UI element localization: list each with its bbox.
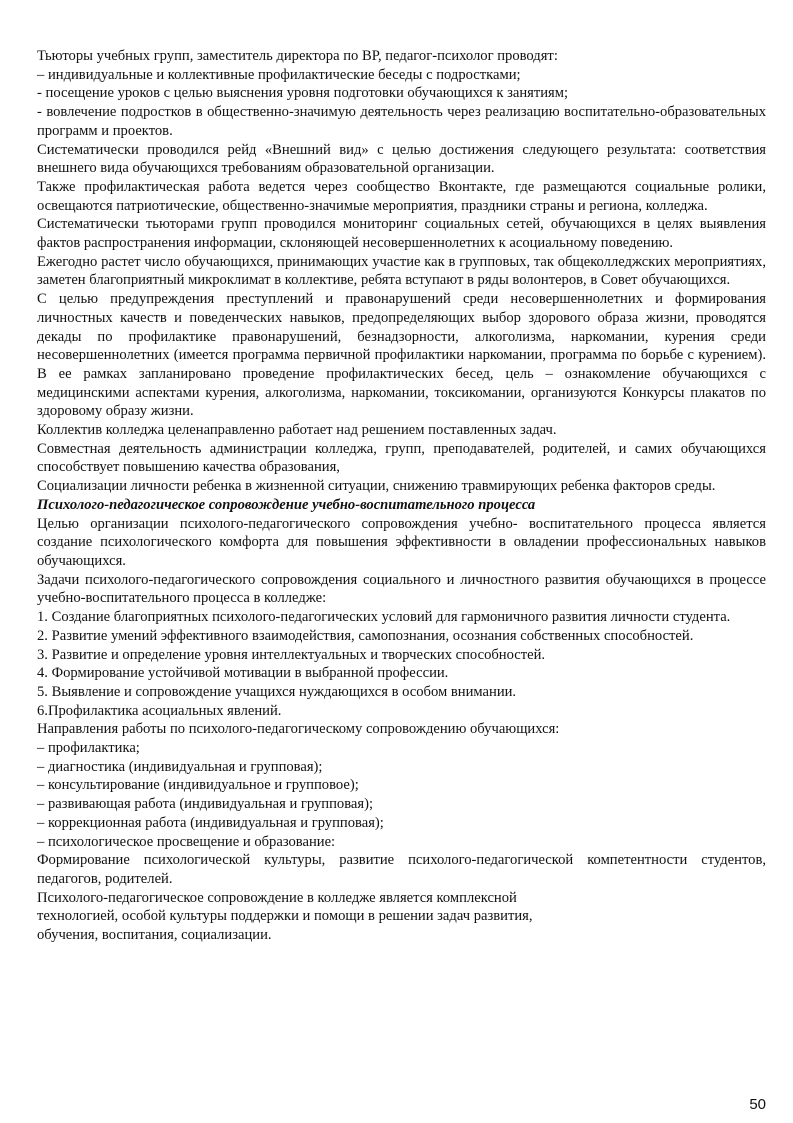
list-item-involvement: - вовлечение подростков в общественно-значимую деятельность через реализацию воспитательно-образовательных программ и проектов. [37, 104, 766, 139]
paragraph-joint-activity: Совместная деятельность администрации колледжа, групп, преподавателей, родителей, и самих обучающихся способствует повышению качества образования, [37, 440, 766, 476]
list-item-direction-correction: – коррекционная работа (индивидуальная и групповая); [37, 814, 384, 831]
list-item-direction-education: – психологическое просвещение и образование: [37, 833, 336, 850]
paragraph-tutors-intro: Тьюторы учебных групп, заместитель директора по ВР, педагог-психолог проводят: [37, 48, 558, 64]
paragraph-appearance-raid: Систематически проводился рейд «Внешний вид» с целью достижения следующего результата: соответствия внешнего вида обучающихся требованиям образовательной организации. [37, 141, 766, 177]
list-item-direction-diagnostics: – диагностика (индивидуальная и групповая); [37, 758, 323, 775]
document-body [37, 47, 766, 945]
section-heading-psych-support: Психолого-педагогическое сопровождение учебно-воспитательного процесса [37, 496, 536, 513]
paragraph-work-directions: Направления работы по психолого-педагогическому сопровождению обучающихся: [37, 721, 560, 738]
paragraph-culture-formation: Формирование психологической культуры, развитие психолого-педагогической компетентности студентов, педагогов, родителей. [37, 852, 766, 887]
page-number: 50 [749, 1096, 766, 1113]
list-item-task-2: 2. Развитие умений эффективного взаимодействия, самопознания, осознания собственных способностей. [37, 627, 694, 644]
paragraph-team-work: Коллектив колледжа целенаправленно работает над решением поставленных задач. [37, 422, 557, 439]
paragraph-socialization: Социализации личности ребенка в жизненной ситуации, снижению травмирующих ребенка факторов среды. [37, 478, 716, 495]
list-item-direction-developing: – развивающая работа (индивидуальная и групповая); [37, 796, 374, 813]
closing-line: Психолого-педагогическое сопровождение в колледже является комплексной [37, 889, 517, 906]
list-item-task-3: 3. Развитие и определение уровня интеллектуальных и творческих способностей. [37, 646, 546, 663]
list-item-preventive-talks: – индивидуальные и коллективные профилактические беседы с подростками; [37, 66, 521, 83]
list-item-task-4: 4. Формирование устойчивой мотивации в выбранной профессии. [37, 665, 449, 682]
list-item-task-5: 5. Выявление и сопровождение учащихся нуждающихся в особом внимании. [37, 683, 517, 700]
list-item-lesson-visits: - посещение уроков с целью выяснения уровня подготовки обучающихся к занятиям; [37, 85, 569, 102]
closing-line: технологией, особой культуры поддержки и помощи в решении задач развития, [37, 908, 533, 925]
list-item-direction-consulting: – консультирование (индивидуальное и групповое); [37, 777, 359, 794]
paragraph-social-monitoring: Систематически тьюторами групп проводился мониторинг социальных сетей, обучающихся в целях выявления фактов распространения информации, склоняющей несовершеннолетних к асоциальному поведению. [37, 216, 766, 252]
paragraph-participation-growth: Ежегодно растет число обучающихся, принимающих участие как в групповых, так общеколледжских мероприятиях, заметен благоприятный микроклимат в коллективе, ребята вступают в ряды волонтеров, в Совет обучающихся. [37, 253, 766, 289]
list-item-direction-prevention: – профилактика; [37, 740, 140, 757]
list-item-task-6: 6.Профилактика асоциальных явлений. [37, 702, 282, 719]
closing-line: обучения, воспитания, социализации. [37, 927, 272, 944]
paragraph-crime-prevention: С целью предупреждения преступлений и правонарушений среди несовершеннолетних и формирования личностных качеств и поведенческих навыков, предопределяющих выбор здорового образа жизни, проводятся декады по профилактике правонарушений, безнадзорности, алкоголизма, наркомании, курения среди несовершеннолетних (имеется программа первичной профилактики наркомании, программа по борьбе с курением). В ее рамках запланировано проведение профилактических бесед, цель – ознакомление обучающихся с медицинскими аспектами курения, алкоголизма, наркомании, токсикомании, организуются Конкурсы плакатов по здоровому образу жизни. [37, 291, 766, 420]
paragraph-support-tasks: Задачи психолого-педагогического сопровождения социального и личностного развития обучающихся в процессе учебно-воспитательного процесса в колледже: [37, 571, 766, 607]
paragraph-support-goal: Целью организации психолого-педагогического сопровождения учебно- воспитательного процесса является создание психологического комфорта для повышения эффективности в овладении профессиональных навыков обучающихся. [37, 515, 766, 569]
paragraph-vkontakte: Также профилактическая работа ведется через сообщество Вконтакте, где размещаются социальные ролики, освещаются патриотические, общественно-значимые мероприятия, праздники страны и региона, колледжа. [37, 178, 766, 214]
list-item-task-1: 1. Создание благоприятных психолого-педагогических условий для гармоничного развития личности студента. [37, 609, 731, 626]
